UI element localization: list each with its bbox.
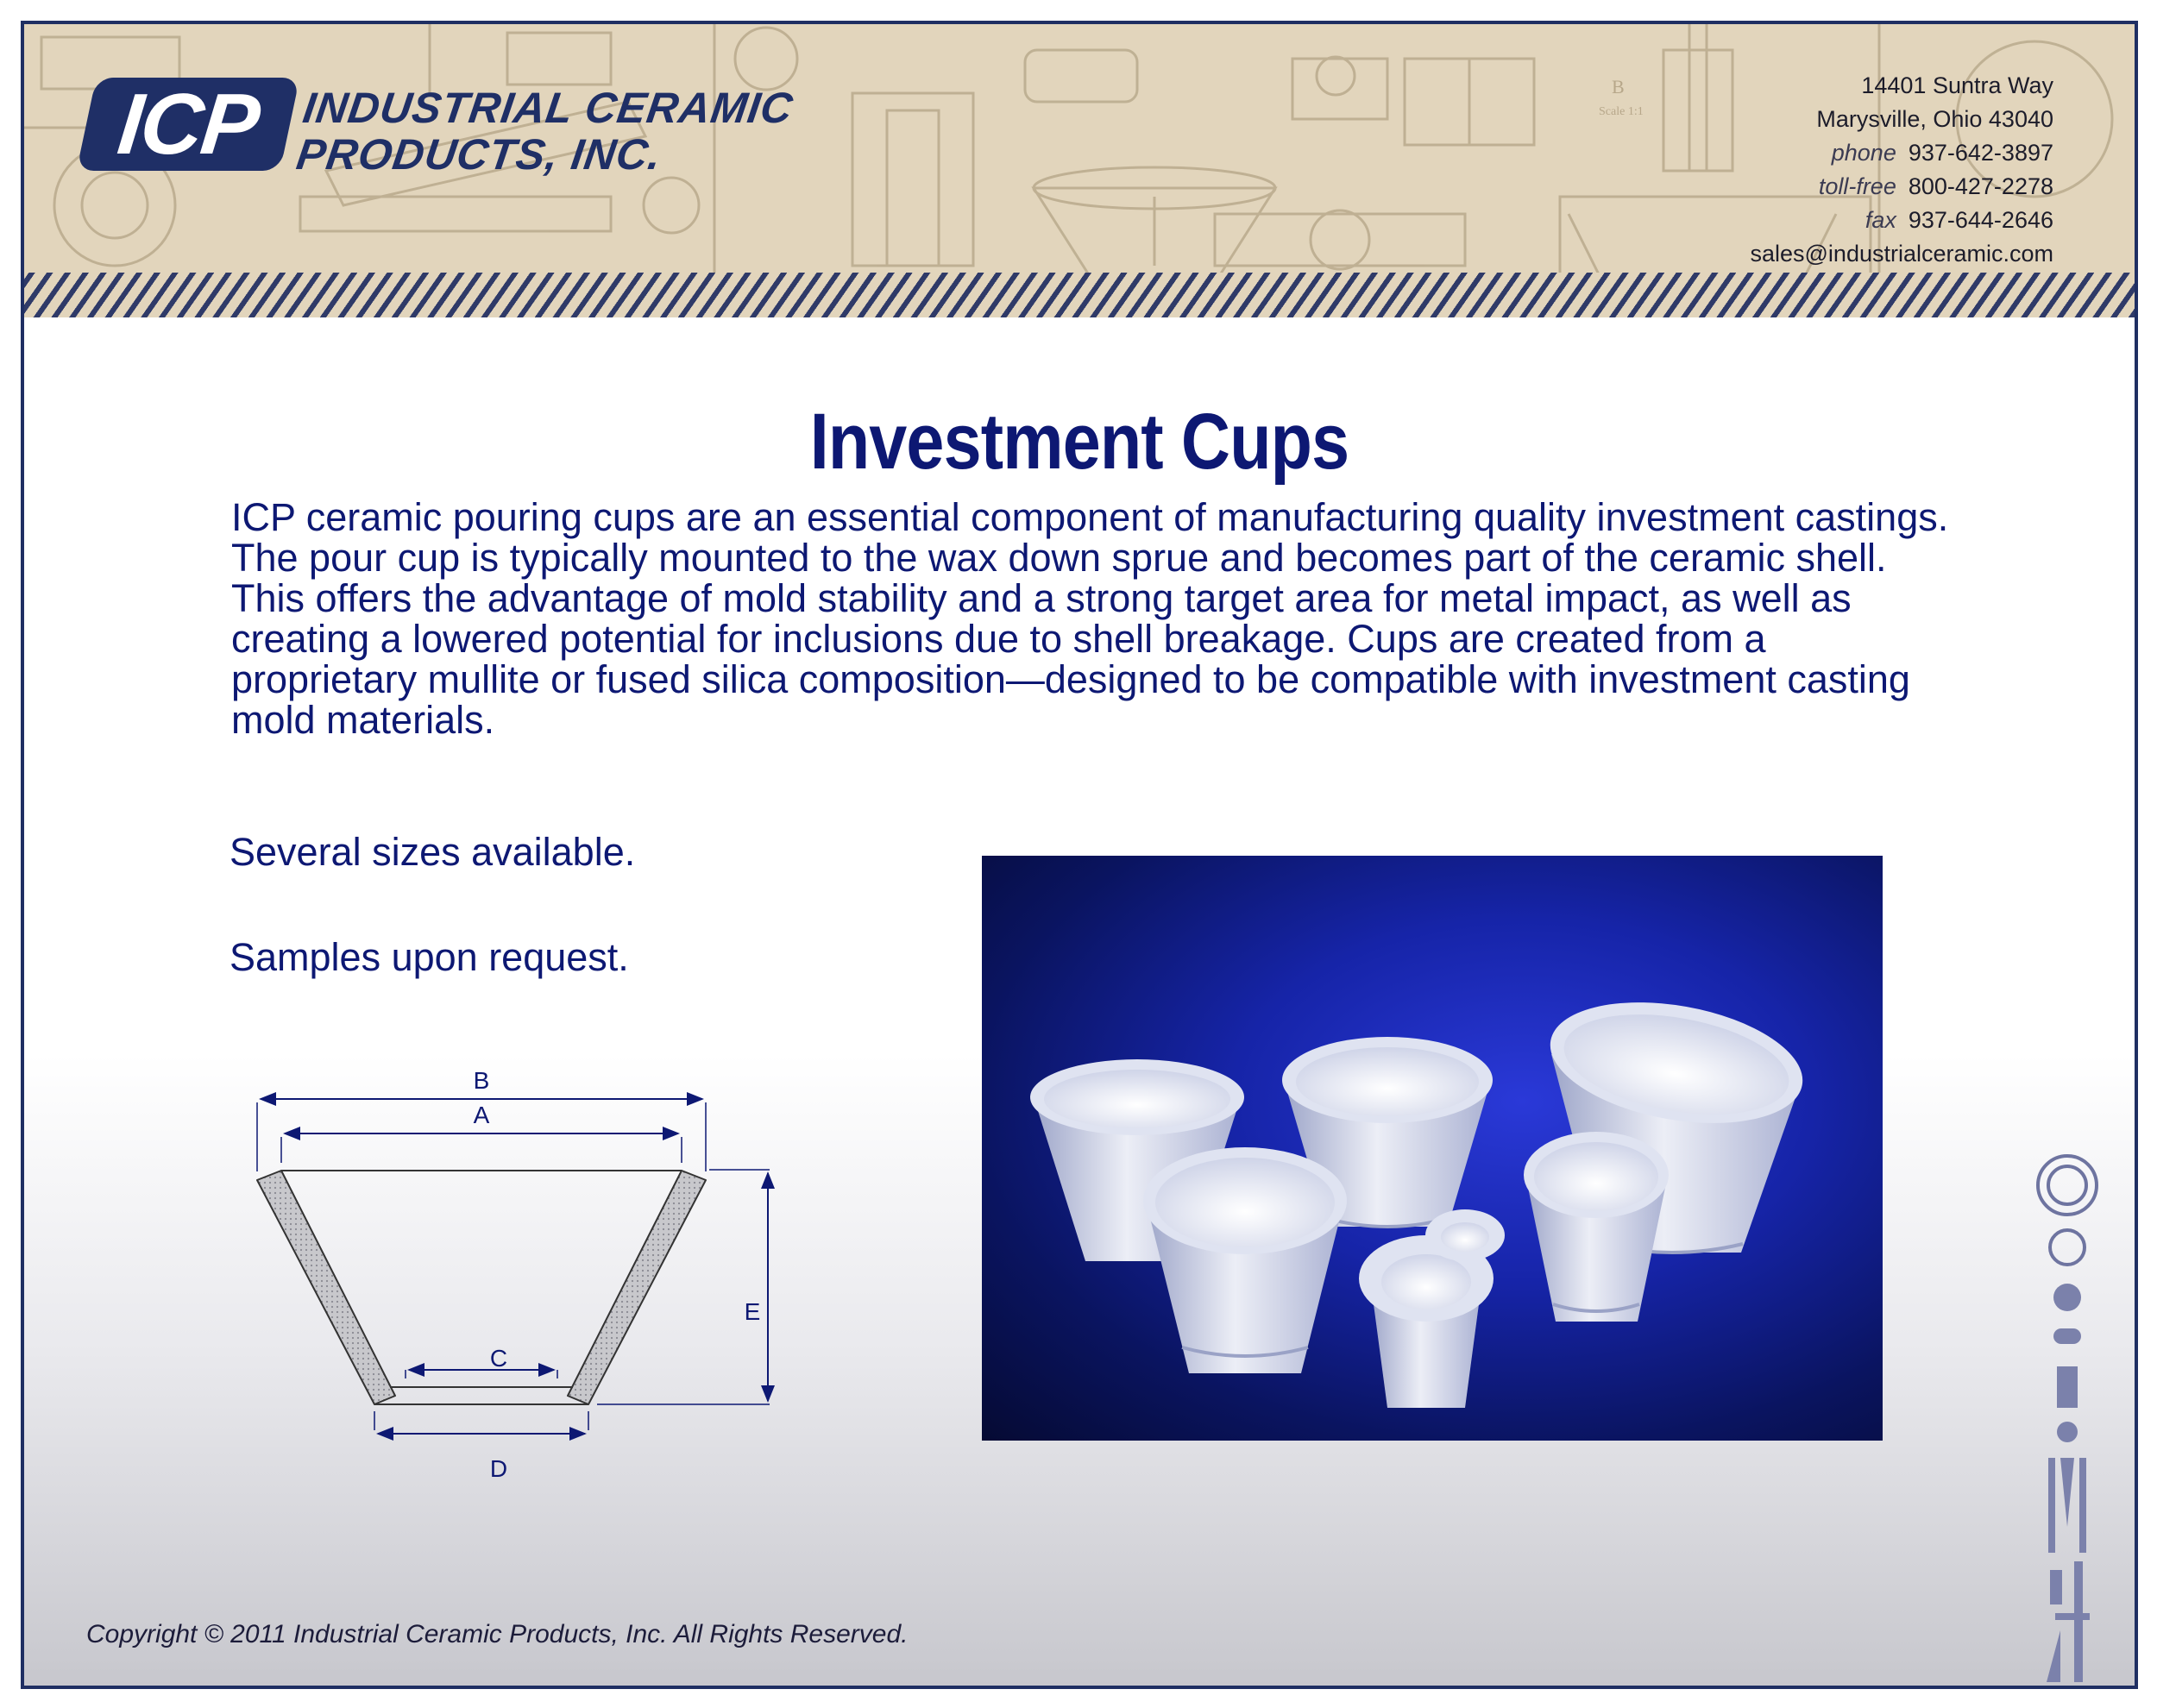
cup-dimension-diagram [226,1051,778,1499]
tollfree-label: toll-free [1818,173,1896,199]
icp-logo [77,75,300,173]
tollfree-row [1750,170,2053,204]
page-title: Investment Cups [809,398,1349,486]
copyright-notice: Copyright © 2011 Industrial Ceramic Products, Inc. All Rights Reserved. [86,1620,909,1648]
investment-cups-photo [982,856,1883,1441]
dimension-label-e: E [744,1298,761,1325]
phone-row [1750,136,2053,170]
page-frame [21,21,2138,1689]
address-line2: Marysville, Ohio 43040 [1816,106,2053,132]
company-name-line1: INDUSTRIAL CERAMIC [299,84,796,132]
phone-label: phone [1831,140,1896,166]
dimension-label-a: A [473,1102,490,1128]
dimension-label-d: D [489,1455,508,1482]
phone-number: 937-642-3897 [1908,140,2053,166]
fax-number: 937-644-2646 [1908,207,2053,233]
company-name-line2: PRODUCTS, INC. [293,130,665,179]
cup-front-double [1359,1209,1505,1408]
fax-label: fax [1865,207,1896,233]
fax-row [1750,204,2053,237]
dimension-label-b: B [473,1067,490,1094]
sizes-note: Several sizes available. [230,830,636,874]
contact-block [1750,69,2053,271]
tollfree-number: 800-427-2278 [1908,173,2053,199]
dimension-arrows [261,1099,768,1434]
company-name [293,85,796,178]
address-line1: 14401 Suntra Way [1861,72,2053,98]
intro-paragraph: ICP ceramic pouring cups are an essential component of manufacturing quality investment castings. The pour cup is typically mounted to the wax down sprue and becomes part of the ceramic shell. This offers the advantage of mold stability and a strong target area for metal impact, as well as creating a lowered potential for inclusions due to shell breakage. Cups are created from a proprietary mullite or fused silica composition—designed to be compatible with investment casting mold materials. [231,495,1949,742]
logo-text: ICP [113,75,263,173]
dimension-label-c: C [489,1345,508,1372]
cup-front-left [1143,1147,1347,1373]
hatched-divider [24,273,2135,317]
svg-text:Scale 1:1: Scale 1:1 [1599,105,1644,118]
decorative-sprue-graphic [2029,1147,2107,1682]
svg-text:B: B [1612,76,1625,97]
email-address: sales@industrialceramic.com [1750,241,2053,267]
header-banner [24,24,2135,317]
cups-illustration [982,856,1883,1441]
cup-front-right [1524,1132,1669,1322]
samples-note: Samples upon request. [230,935,629,979]
